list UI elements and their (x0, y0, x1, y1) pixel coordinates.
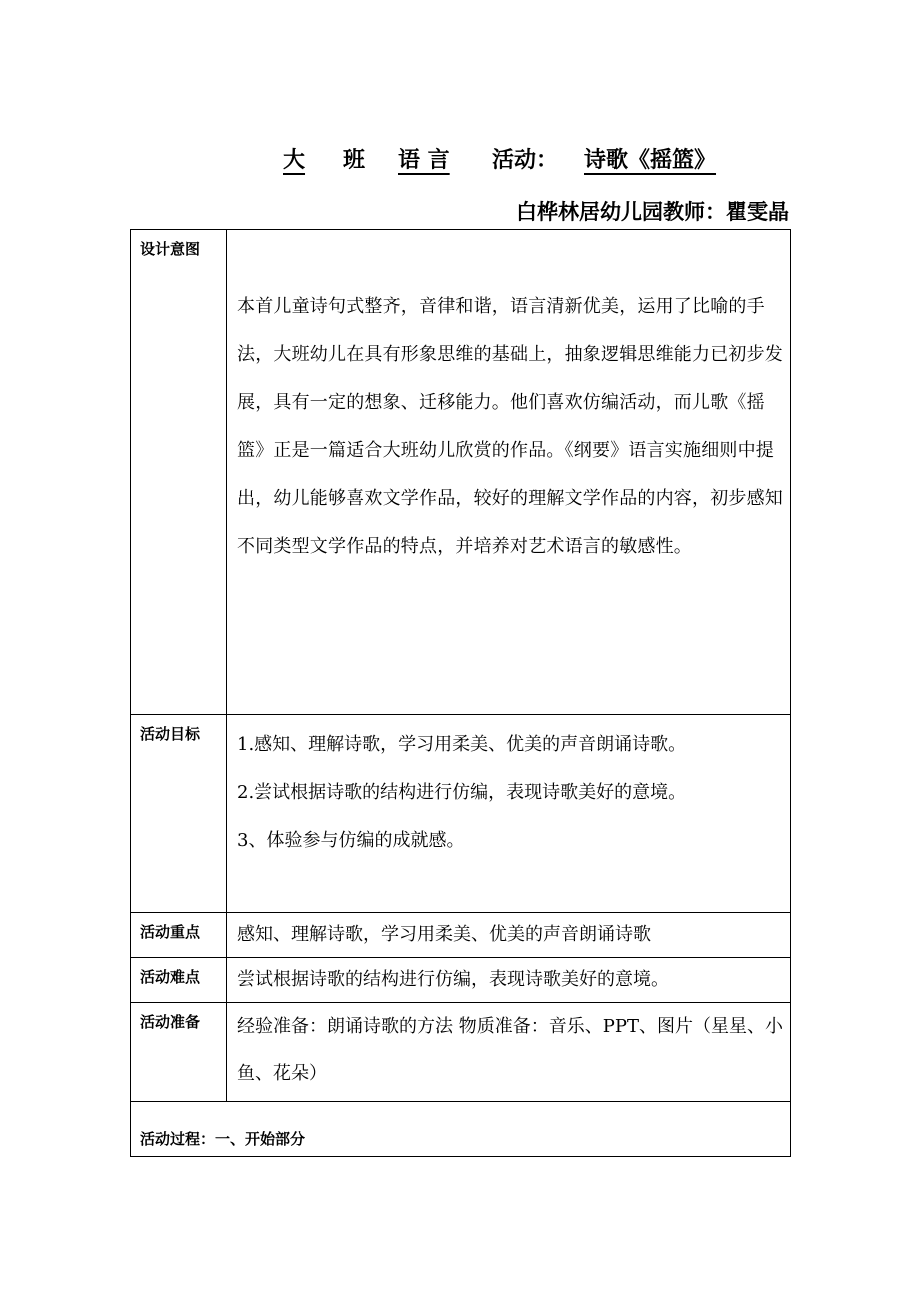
row-content-key-point: 感知、理解诗歌，学习用柔美、优美的声音朗诵诗歌 (227, 913, 791, 958)
table-row-goal (131, 715, 791, 913)
table-row-difficulty (131, 958, 791, 1003)
title-part-class: 班 (343, 148, 366, 173)
table-row-intent (131, 230, 791, 715)
title-part-poem: 诗歌《摇篮》 (584, 148, 717, 173)
row-label-intent: 设计意图 (131, 230, 227, 715)
table-row-process (131, 1102, 791, 1157)
table-row-preparation (131, 1003, 791, 1102)
title-part-activity: 活动： (492, 148, 559, 173)
row-content-goal (227, 715, 791, 913)
goal-item: 3、体验参与仿编的成就感。 (237, 830, 465, 851)
title-part-grade: 大 (283, 148, 306, 173)
row-content-preparation: 经验准备：朗诵诗歌的方法 物质准备：音乐、PPT、图片（星星、小鱼、花朵） (227, 1003, 791, 1102)
intent-paragraph: 本首儿童诗句式整齐，音律和谐，语言清新优美，运用了比喻的手法，大班幼儿在具有形象思维的基础上，抽象逻辑思维能力已初步发展，具有一定的想象、迁移能力。他们喜欢仿编活动，而儿歌《摇篮》正是一篇适合大班幼儿欣赏的作品。《纲要》语言实施细则中提出，幼儿能够喜欢文学作品，较好的理解文学作品的内容，初步感知不同类型文学作品的特点，并培养对艺术语言的敏感性。 (237, 296, 783, 557)
row-label-preparation: 活动准备 (131, 1003, 227, 1102)
lesson-plan-table (130, 229, 791, 1157)
goal-item: 2.尝试根据诗歌的结构进行仿编，表现诗歌美好的意境。 (237, 782, 687, 803)
row-label-key-point: 活动重点 (131, 913, 227, 958)
table-row-key-point (131, 913, 791, 958)
row-content-intent (227, 230, 791, 715)
row-label-difficulty: 活动难点 (131, 958, 227, 1003)
title-part-subject: 语 言 (398, 148, 450, 173)
row-content-process (131, 1102, 791, 1157)
goal-item: 1.感知、理解诗歌，学习用柔美、优美的声音朗诵诗歌。 (237, 734, 687, 755)
author-line: 白桦林居幼儿园教师：瞿雯晶 (516, 200, 789, 224)
process-heading: 活动过程：一、开始部分 (140, 1130, 306, 1148)
row-content-difficulty: 尝试根据诗歌的结构进行仿编，表现诗歌美好的意境。 (227, 958, 791, 1003)
row-label-goal: 活动目标 (131, 715, 227, 913)
